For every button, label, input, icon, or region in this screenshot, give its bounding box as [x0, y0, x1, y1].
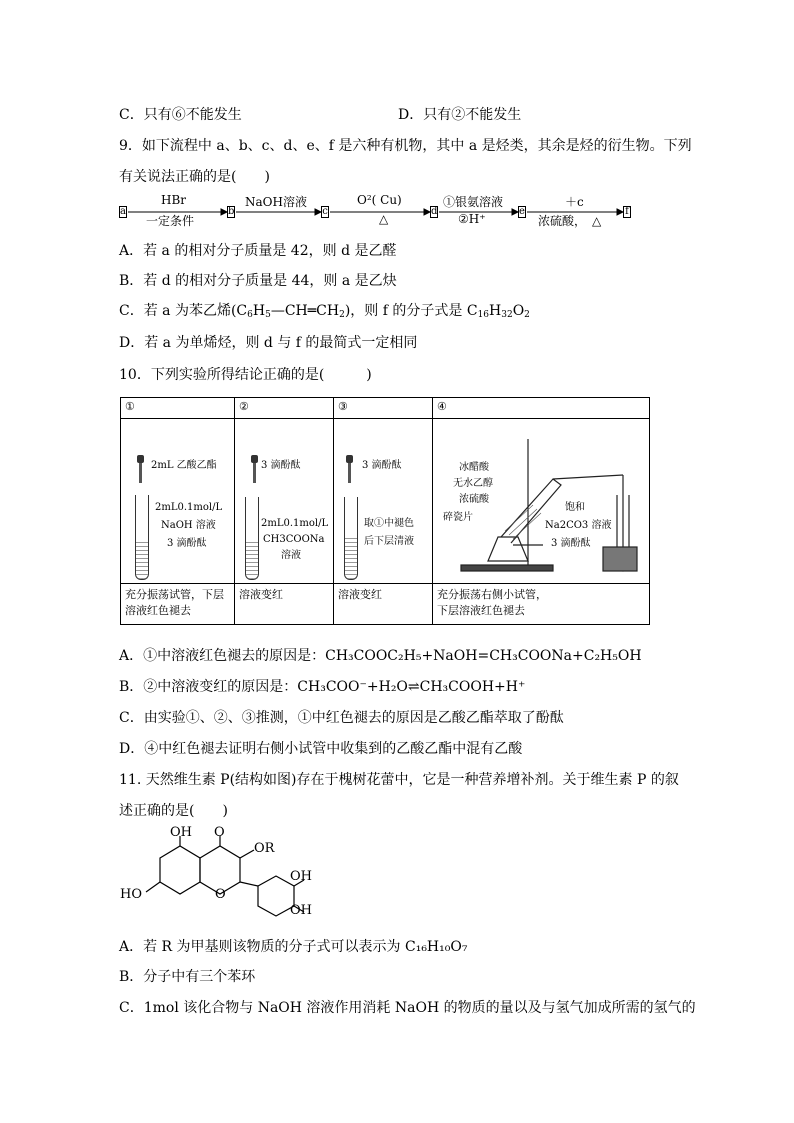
- exp4-label-a: 冰醋酸: [459, 462, 489, 473]
- q8-option-c: C．只有⑥不能发生: [119, 107, 242, 123]
- arrow5-bottom-label: 浓硫酸， △: [538, 214, 602, 228]
- struct-label-or: OR: [254, 841, 275, 856]
- flow-node-a: a: [120, 206, 126, 217]
- exp2-top-label: 3 滴酚酞: [261, 460, 301, 471]
- flow-node-d: d: [431, 206, 438, 217]
- q10-option-c: C．由实验①、②、③推测，①中红色褪去的原因是乙酸乙酯萃取了酚酞: [119, 710, 564, 726]
- dropper-icon: [253, 455, 256, 483]
- vitamin-p-structure: [120, 826, 320, 926]
- table-header-1: ①: [121, 398, 235, 419]
- arrow5-top-label: ＋c: [565, 195, 584, 209]
- exp4-label-e: 饱和: [565, 502, 585, 513]
- result-2: 溶液变红: [235, 584, 334, 625]
- q9-stem-line2: 有关说法正确的是( ): [119, 169, 270, 185]
- table-header-2: ②: [235, 398, 334, 419]
- exp1-label2: NaOH 溶液: [161, 520, 216, 531]
- exp1-label1: 2mL0.1mol/L: [155, 502, 223, 513]
- test-tube-icon: [135, 495, 149, 580]
- q11-stem-line2: 述正确的是( ): [119, 803, 228, 819]
- q10-experiment-table: [120, 397, 650, 625]
- arrow4-bottom-label: ②H⁺: [458, 212, 486, 226]
- arrow1-bottom-label: 一定条件: [146, 214, 195, 228]
- arrow4-top-label: ①银氨溶液: [443, 195, 504, 209]
- exp3-label1: 取①中褪色: [364, 518, 414, 529]
- exp1-top-label: 2mL 乙酸乙酯: [151, 460, 217, 471]
- q10-option-a: A．①中溶液红色褪去的原因是：CH₃COOC₂H₅+NaOH=CH₃COONa+C₂H₅OH: [119, 648, 642, 664]
- struct-label-oh2: OH: [290, 869, 312, 884]
- struct-label-o: O: [214, 825, 225, 840]
- exp4-label-c: 浓硫酸: [459, 494, 489, 505]
- result-3: 溶液变红: [334, 584, 433, 625]
- table-header-3: ③: [334, 398, 433, 419]
- arrow1-top-label: HBr: [161, 193, 187, 207]
- test-tube-icon: [344, 497, 358, 580]
- q9-option-c: C．若 a 为苯乙烯$(C_6H_5—CH═CH_2)$，则 f 的分子式是 $C_{16}H_{32}O_2$: [119, 303, 530, 320]
- exp3-cell: [334, 419, 433, 584]
- exp4-label-b: 无水乙醇: [453, 478, 493, 489]
- test-tube-icon: [245, 497, 259, 580]
- q10-stem: 10．下列实验所得结论正确的是( ): [119, 367, 372, 383]
- q10-option-d: D．④中红色褪去证明右侧小试管中收集到的乙酸乙酯中混有乙酸: [119, 741, 523, 757]
- q11-option-b: B．分子中有三个苯环: [119, 969, 256, 985]
- struct-label-oh1: OH: [170, 825, 192, 840]
- struct-label-ho: HO: [120, 887, 142, 902]
- result-4: 充分振荡右侧小试管， 下层溶液红色褪去: [433, 584, 650, 625]
- arrow2-top-label: NaOH溶液: [245, 195, 307, 209]
- exp4-label-d: 碎瓷片: [443, 512, 473, 523]
- exp3-top-label: 3 滴酚酞: [362, 460, 402, 471]
- exp1-cell: [121, 419, 235, 584]
- exp1-label3: 3 滴酚酞: [167, 538, 207, 549]
- q9-option-b: B．若 d 的相对分子质量是 44，则 a 是乙炔: [119, 273, 397, 289]
- struct-label-o-ring: O: [215, 887, 226, 902]
- result-1: 充分振荡试管，下层溶液红色褪去: [121, 584, 235, 625]
- struct-label-oh3: OH: [290, 903, 312, 918]
- flow-node-b: b: [228, 206, 235, 217]
- flow-node-c: c: [322, 206, 328, 217]
- exp4-label-f: Na2CO3 溶液: [545, 520, 612, 531]
- q11-option-c: C．1mol 该化合物与 NaOH 溶液作用消耗 NaOH 的物质的量以及与氢气加成所需的氢气的: [119, 1000, 696, 1016]
- table-header-4: ④: [433, 398, 650, 419]
- arrow3-bottom-label: △: [379, 212, 389, 226]
- flow-node-e: e: [519, 206, 525, 217]
- arrow3-top-label: O²( Cu): [357, 193, 402, 207]
- flow-node-f: f: [623, 206, 631, 218]
- exp2-label2: CH3COONa: [263, 534, 325, 545]
- exp4-cell: [433, 419, 650, 584]
- dropper-icon: [348, 455, 351, 483]
- exp2-label3: 溶液: [281, 550, 301, 561]
- q9-stem-line1: 9．如下流程中 a、b、c、d、e、f 是六种有机物，其中 a 是烃类，其余是烃的衍生物。下列: [119, 138, 692, 154]
- exp2-cell: [235, 419, 334, 584]
- q11-stem-line1: 11. 天然维生素 P(结构如图)存在于槐树花蕾中，它是一种营养增补剂。关于维生素 P 的叙: [119, 772, 679, 788]
- exp3-label2: 后下层清液: [364, 536, 414, 547]
- dropper-icon: [139, 455, 142, 483]
- q9-option-d: D．若 a 为单烯烃，则 d 与 f 的最简式一定相同: [119, 335, 418, 351]
- q8-option-d: D．只有②不能发生: [398, 107, 522, 123]
- exp2-label1: 2mL0.1mol/L: [261, 518, 329, 529]
- exp4-label-g: 3 滴酚酞: [551, 538, 591, 549]
- q9-option-a: A．若 a 的相对分子质量是 42，则 d 是乙醛: [119, 243, 397, 259]
- q9-flow-diagram: [119, 190, 639, 228]
- q10-option-b: B．②中溶液变红的原因是：CH₃COO⁻+H₂O⇌CH₃COOH+H⁺: [119, 679, 526, 695]
- q11-option-a: A．若 R 为甲基则该物质的分子式可以表示为 C₁₆H₁₀O₇: [119, 939, 468, 955]
